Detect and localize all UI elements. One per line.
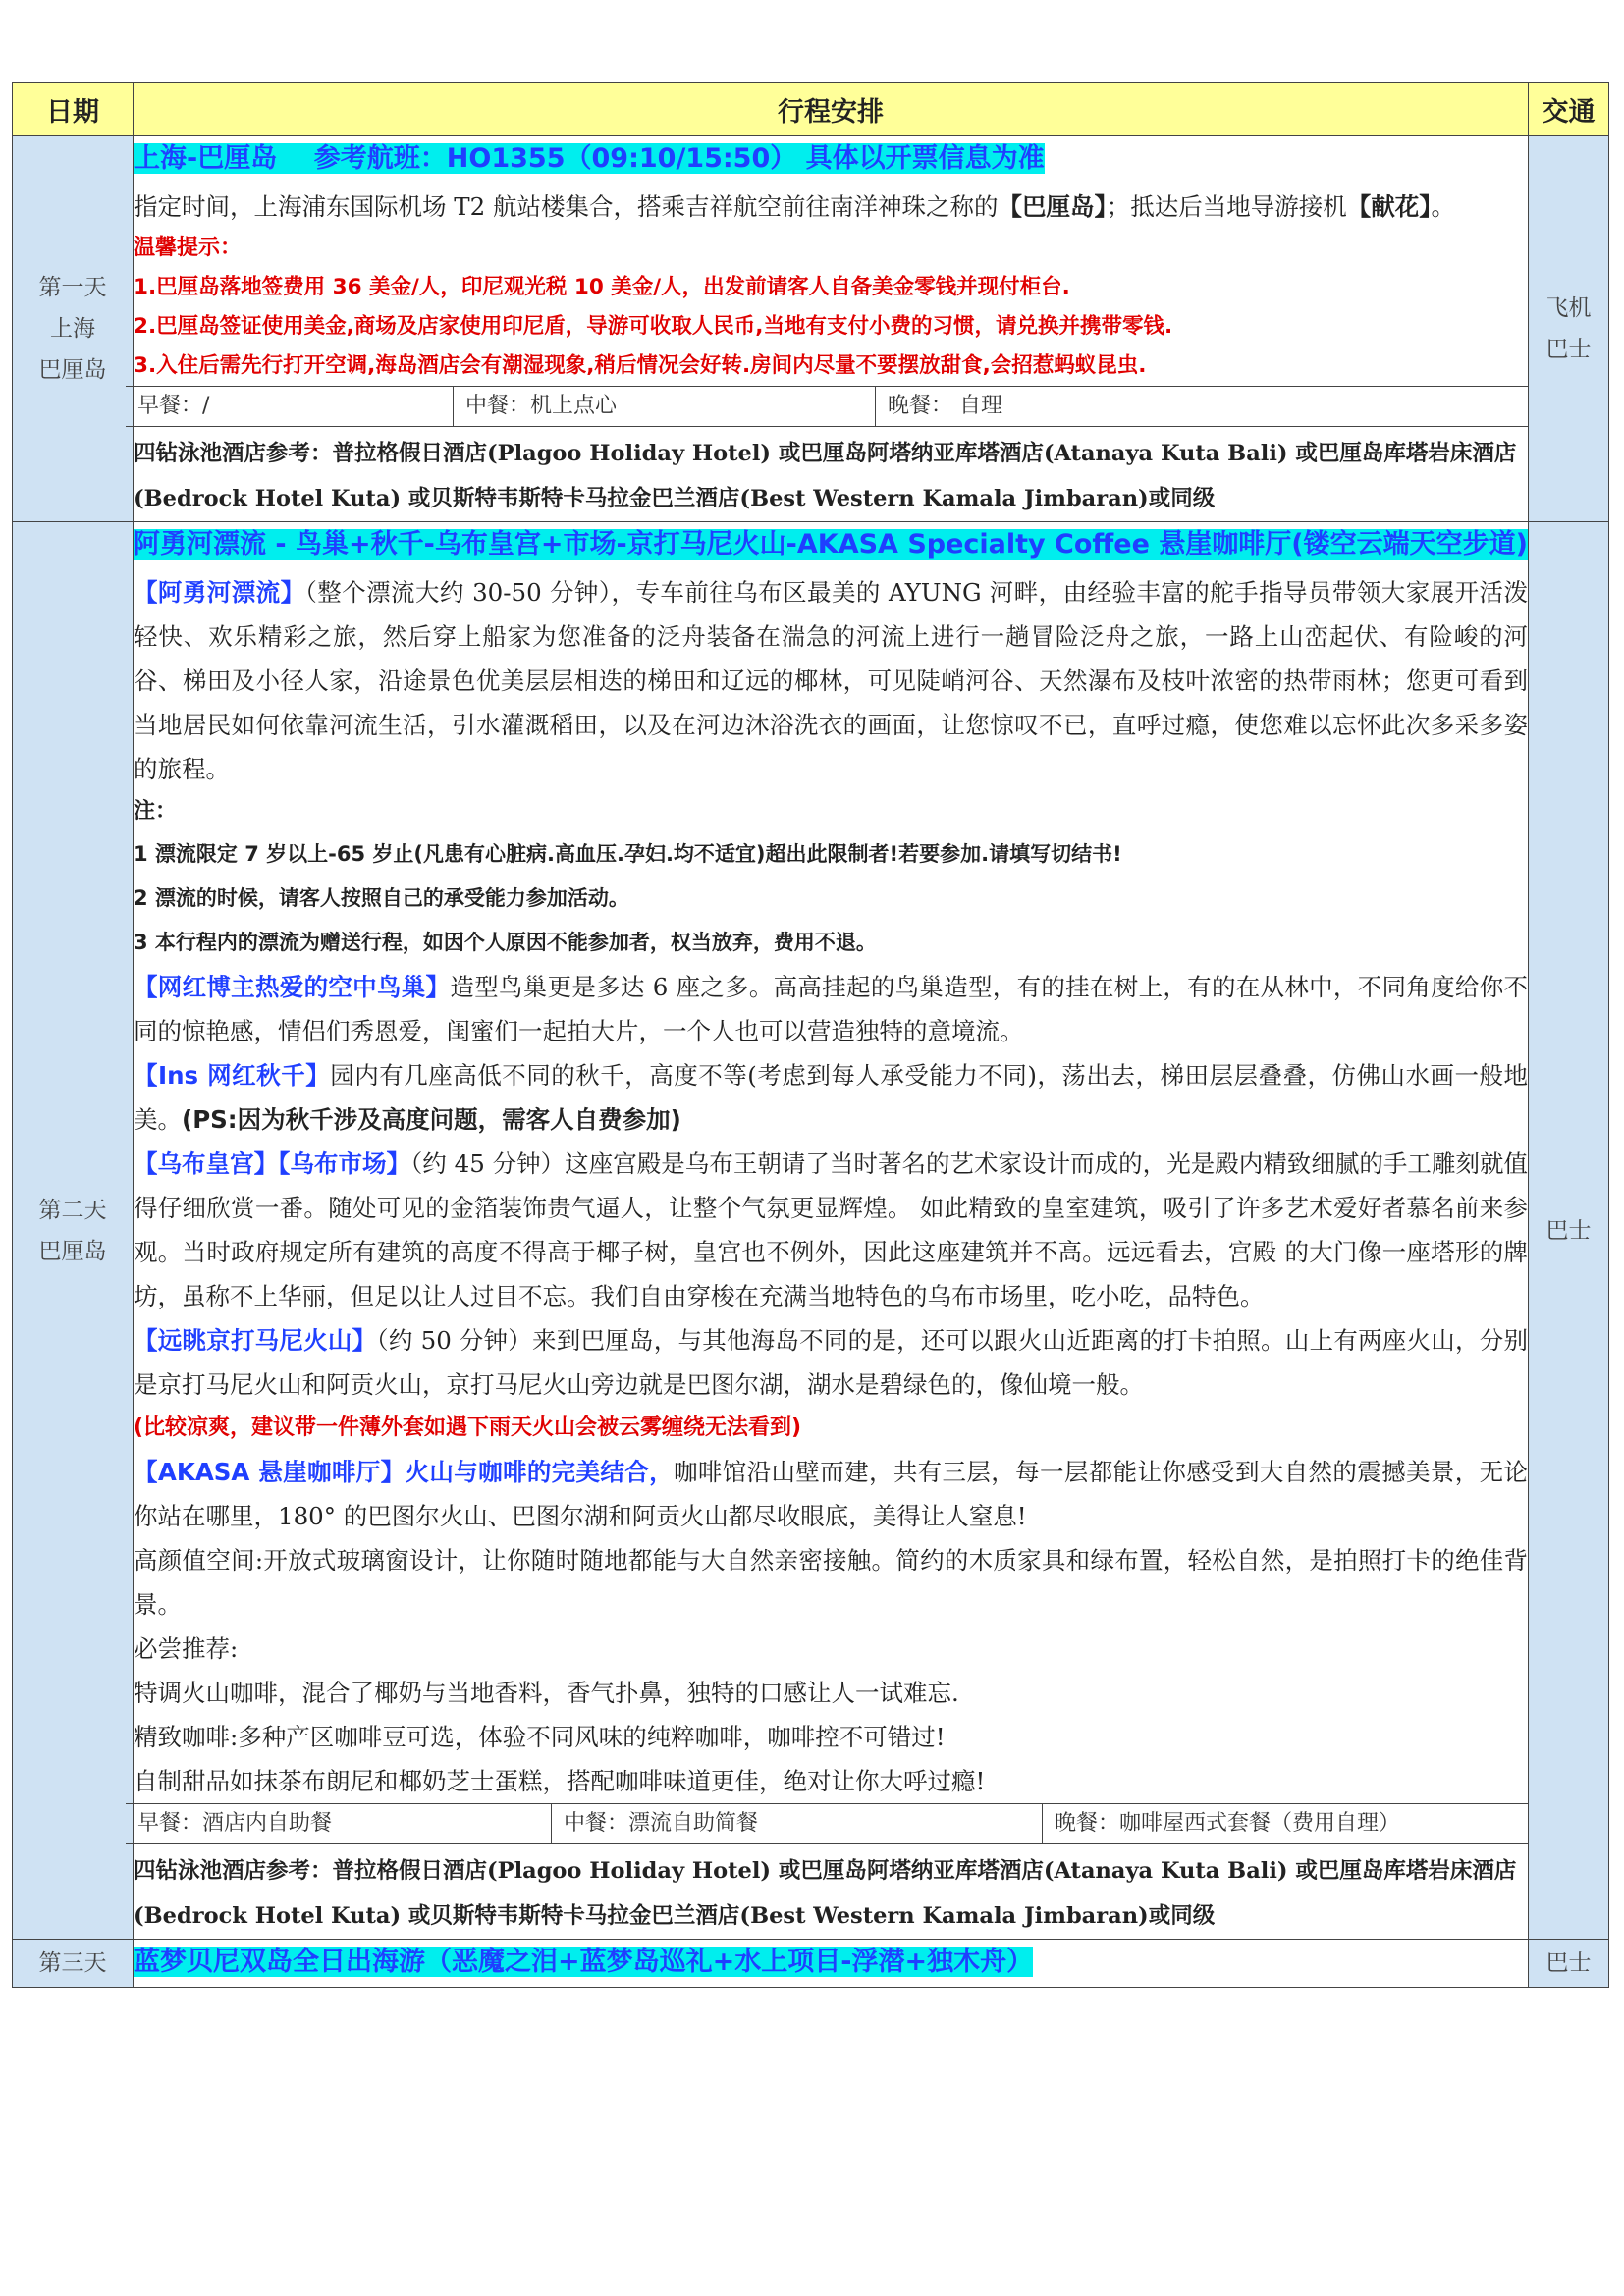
palace-text: （约 45 分钟）这座宫殿是乌布王朝请了当时著名的艺术家设计而成的，光是殿内精致细腻的手工雕刻就值得仔细欣赏一番。随处可见的金箔装饰贵气逼人，让整个气氛更显辉煌。 如此精致的皇室建筑，吸引了许多艺术爱好者慕名前来参观。当时政府规定所有建筑的高度不得高于椰子树，皇宫也不例外，因此这座建筑并不高。远远看去，宫殿 的大门像一座塔形的牌坊，虽称不上华丽，但足以让人过目不忘。我们自由穿梭在充满当地特色的乌布市场里，吃小吃，品特色。 bbox=[134, 1149, 1529, 1310]
space-paragraph: 高颜值空间:开放式玻璃窗设计，让你随时随地都能与大自然亲密接触。简约的木质家具和绿布置，轻松自然，是拍照打卡的绝佳背景。 bbox=[134, 1546, 1528, 1619]
recommend-item: 特调火山咖啡，混合了椰奶与当地香料，香气扑鼻，独特的口感让人一试难忘. bbox=[134, 1679, 959, 1707]
nest-tag: 【网红博主热爱的空中鸟巢】 bbox=[134, 973, 451, 1001]
palace-tag: 【乌布皇宫】【乌布市场】 bbox=[134, 1149, 411, 1178]
meal-dinner: 晚餐：咖啡屋西式套餐（费用自理） bbox=[1042, 1804, 1536, 1843]
recommend-item: 自制甜品如抹茶布朗尼和椰奶芝士蛋糕，搭配咖啡味道更佳，绝对让你大呼过瘾! bbox=[134, 1767, 986, 1795]
rafting-text: （整个漂流大约 30-50 分钟），专车前往乌布区最美的 AYUNG 河畔，由经验丰富的舵手指导员带领大家展开活泼轻快、欢乐精彩之旅，然后穿上船家为您准备的泛舟装备在湍急的河流上进行一趟冒险泛舟之旅，一路上山峦起伏、有险峻的河谷、梯田及小径人家，沿途景色优美层层相迭的梯田和辽远的椰林，可见陡峭河谷、天然瀑布及枝叶浓密的热带雨林；您更可看到当地居民如何依靠河流生活，引水灌溉稻田，以及在河边沐浴洗衣的画面，让您惊叹不已，直呼过瘾，使您难以忘怀此次多采多姿的旅程。 bbox=[134, 578, 1528, 783]
day-label-line: 第一天 bbox=[38, 275, 107, 300]
day-label-line: 巴厘岛 bbox=[38, 1238, 107, 1264]
day-row-2 bbox=[13, 522, 1609, 1940]
header-date: 日期 bbox=[13, 83, 134, 136]
tips-header: 温馨提示： bbox=[134, 236, 243, 260]
day-label-2 bbox=[13, 522, 134, 1940]
meals-row bbox=[126, 1803, 1536, 1843]
transport-line: 巴士 bbox=[1545, 1217, 1592, 1244]
day-content-1 bbox=[134, 136, 1529, 522]
tip-item: 3.入住后需先行打开空调,海岛酒店会有潮湿现象,稍后情况会好转.房间内尽量不要摆放甜食,会招惹蚂蚁昆虫. bbox=[134, 353, 1147, 378]
day-title: 上海-巴厘岛 参考航班：HO1355（09:10/15:50） 具体以开票信息为准 bbox=[134, 143, 1045, 174]
day-row-1 bbox=[13, 136, 1609, 522]
day-label-line: 第二天 bbox=[38, 1197, 107, 1223]
day-label-line: 上海 bbox=[50, 316, 95, 342]
transport-1 bbox=[1529, 136, 1609, 522]
swing-text: 园内有几座高低不同的秋千，高度不等(考虑到每人承受能力不同)，荡出去，梯田层层叠叠，仿佛山水画一般地美。 bbox=[134, 1061, 1528, 1134]
header-transport: 交通 bbox=[1529, 83, 1609, 136]
transport-2 bbox=[1529, 522, 1609, 1940]
tip-item: 2.巴厘岛签证使用美金,商场及店家使用印尼盾，导游可收取人民币,当地有支付小费的习惯，请兑换并携带零钱. bbox=[134, 314, 1173, 339]
note-item: 3 本行程内的漂流为赠送行程，如因个人原因不能参加者，权当放弃，费用不退。 bbox=[134, 931, 877, 954]
akasa-text: 咖啡馆沿山壁而建，共有三层，每一层都能让你感受到大自然的震撼美景，无论你站在哪里，180° 的巴图尔火山、巴图尔湖和阿贡火山都尽收眼底，美得让人窒息! bbox=[134, 1458, 1528, 1530]
volcano-note: (比较凉爽，建议带一件薄外套如遇下雨天火山会被云雾缠绕无法看到) bbox=[134, 1415, 802, 1440]
recommend-header: 必尝推荐: bbox=[134, 1634, 239, 1663]
volcano-paragraph bbox=[134, 1318, 1528, 1407]
hotel-info: 四钻泳池酒店参考：普拉格假日酒店(Plagoo Holiday Hotel) 或巴厘岛阿塔纳亚库塔酒店(Atanaya Kuta Bali) 或巴厘岛库塔岩床酒店(Bedrock Hotel Kuta) 或贝斯特韦斯特卡马拉金巴兰酒店(Best Western Kamala Jimbaran)或同级 bbox=[126, 1843, 1536, 1939]
day-label-1 bbox=[13, 136, 134, 522]
day-intro bbox=[134, 185, 1528, 229]
note-item: 1 漂流限定 7 岁以上-65 岁止(凡患有心脏病.高血压.孕妇.均不适宜)超出此限制者!若要参加.请填写切结书! bbox=[134, 842, 1122, 866]
day-label-3 bbox=[13, 1940, 134, 1988]
palace-paragraph bbox=[134, 1142, 1528, 1318]
meal-lunch: 中餐：漂流自助简餐 bbox=[551, 1804, 1042, 1843]
meal-lunch: 中餐：机上点心 bbox=[453, 387, 875, 426]
day-content-2 bbox=[134, 522, 1529, 1940]
day-content-3 bbox=[134, 1940, 1529, 1988]
nest-text: 造型鸟巢更是多达 6 座之多。高高挂起的鸟巢造型，有的挂在树上，有的在从林中，不同角度给你不同的惊艳感，情侣们秀恩爱，闺蜜们一起拍大片，一个人也可以营造独特的意境流。 bbox=[134, 973, 1528, 1045]
meal-breakfast: 早餐：/ bbox=[137, 394, 210, 418]
note-header: 注： bbox=[134, 799, 178, 824]
day-title: 蓝梦贝尼双岛全日出海游（恶魔之泪+蓝梦岛巡礼+水上项目-浮潜+独木舟） bbox=[134, 1947, 1034, 1977]
swing-paragraph bbox=[134, 1053, 1528, 1142]
rafting-paragraph bbox=[134, 570, 1528, 791]
day-label-line: 第三天 bbox=[38, 1950, 107, 1976]
intro-text: 。 bbox=[1431, 192, 1456, 221]
intro-highlight: 【巴厘岛】 bbox=[998, 192, 1107, 221]
hotel-info: 四钻泳池酒店参考：普拉格假日酒店(Plagoo Holiday Hotel) 或巴厘岛阿塔纳亚库塔酒店(Atanaya Kuta Bali) 或巴厘岛库塔岩床酒店(Bedrock Hotel Kuta) 或贝斯特韦斯特卡马拉金巴兰酒店(Best Western Kamala Jimbaran)或同级 bbox=[126, 426, 1536, 521]
meal-breakfast: 早餐：酒店内自助餐 bbox=[137, 1811, 333, 1836]
itinerary-table bbox=[12, 82, 1609, 1988]
transport-3 bbox=[1529, 1940, 1609, 1988]
transport-line: 飞机 bbox=[1545, 295, 1592, 321]
intro-text: ；抵达后当地导游接机 bbox=[1106, 192, 1347, 221]
akasa-tag: 【AKASA 悬崖咖啡厅】火山与咖啡的完美结合， bbox=[134, 1458, 675, 1486]
akasa-paragraph bbox=[134, 1450, 1528, 1538]
header-schedule: 行程安排 bbox=[134, 83, 1529, 136]
meals-row bbox=[126, 386, 1536, 426]
recommend-item: 精致咖啡:多种产区咖啡豆可选，体验不同风味的纯粹咖啡，咖啡控不可错过! bbox=[134, 1723, 946, 1751]
intro-highlight: 【献花】 bbox=[1346, 192, 1432, 221]
volcano-text: （约 50 分钟）来到巴厘岛，与其他海岛不同的是，还可以跟火山近距离的打卡拍照。山上有两座火山，分别是京打马尼火山和阿贡火山，京打马尼火山旁边就是巴图尔湖，湖水是碧绿色的，像仙境一般。 bbox=[134, 1326, 1529, 1399]
day-label-line: 巴厘岛 bbox=[38, 357, 107, 383]
header-row bbox=[13, 83, 1609, 136]
intro-text: 指定时间，上海浦东国际机场 T2 航站楼集合，搭乘吉祥航空前往南洋神珠之称的 bbox=[134, 192, 999, 221]
day-row-3 bbox=[13, 1940, 1609, 1988]
volcano-tag: 【远眺京打马尼火山】 bbox=[134, 1326, 377, 1355]
meal-dinner: 晚餐： 自理 bbox=[875, 387, 1536, 426]
rafting-tag: 【阿勇河漂流】 bbox=[134, 578, 305, 607]
swing-note: (PS:因为秋千涉及高度问题，需客人自费参加) bbox=[182, 1105, 681, 1134]
tip-item: 1.巴厘岛落地签费用 36 美金/人，印尼观光税 10 美金/人，出发前请客人自备美金零钱并现付柜台. bbox=[134, 275, 1070, 299]
note-item: 2 漂流的时候，请客人按照自己的承受能力参加活动。 bbox=[134, 886, 629, 910]
day-title: 阿勇河漂流 - 鸟巢+秋千-乌布皇宫+市场-京打马尼火山-AKASA Specialty Coffee 悬崖咖啡厅(镂空云端天空步道) bbox=[134, 529, 1528, 560]
transport-line: 巴士 bbox=[1545, 1950, 1592, 1976]
nest-paragraph bbox=[134, 965, 1528, 1053]
transport-line: 巴士 bbox=[1545, 337, 1592, 362]
swing-tag: 【Ins 网红秋千】 bbox=[134, 1061, 331, 1090]
